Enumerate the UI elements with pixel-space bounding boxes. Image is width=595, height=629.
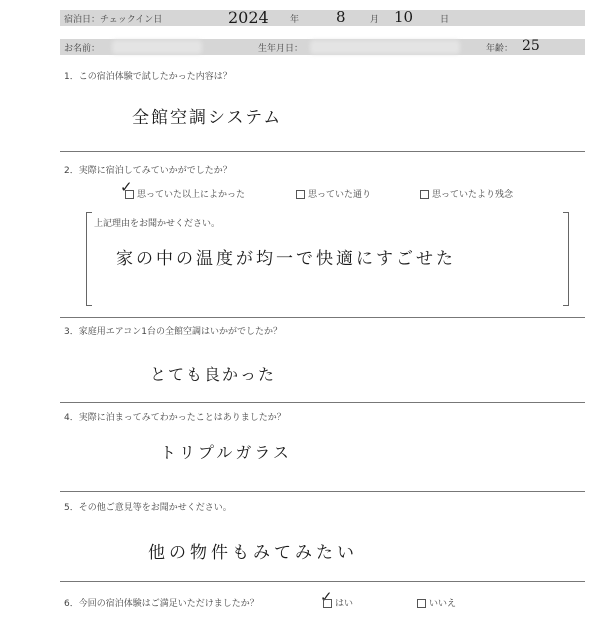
q2-option-3-checkbox[interactable] xyxy=(420,190,429,199)
q1-divider xyxy=(60,151,585,152)
q6-option-yes-checkbox[interactable] xyxy=(323,599,332,608)
reason-bracket-right xyxy=(563,212,569,306)
stay-day: 10 xyxy=(394,8,414,26)
q2-option-3[interactable] xyxy=(420,187,513,200)
q2-option-2[interactable] xyxy=(296,187,371,200)
q6-option-no[interactable] xyxy=(417,596,456,609)
q4-divider xyxy=(60,491,585,492)
q6-option-no-label: いいえ xyxy=(429,599,457,609)
q3-divider xyxy=(60,402,585,403)
checkmark-icon: ✓ xyxy=(320,588,333,606)
q5-divider xyxy=(60,581,585,582)
checkmark-icon: ✓ xyxy=(120,178,133,196)
q5-answer: 他の物件もみてみたい xyxy=(148,543,358,563)
q2-option-1[interactable] xyxy=(125,187,245,200)
name-redaction xyxy=(112,40,202,54)
stay-date-label: 宿泊日：チェックイン日 xyxy=(64,15,163,25)
q4-question: 4．実際に泊まってみてわかったことはありましたか？ xyxy=(64,413,286,423)
q2-divider xyxy=(60,317,585,318)
q6-question: 6．今回の宿泊体験はご満足いただけましたか？ xyxy=(64,599,259,609)
q1-answer: 全館空調システム xyxy=(132,108,283,128)
q2-question: 2．実際に宿泊してみていかがでしたか？ xyxy=(64,166,232,176)
age-label: 年齢： xyxy=(486,44,514,54)
q6-option-no-checkbox[interactable] xyxy=(417,599,426,608)
q6-option-yes-label: はい xyxy=(335,599,354,609)
age-value: 25 xyxy=(522,38,540,54)
q2-option-2-checkbox[interactable] xyxy=(296,190,305,199)
q2-reason-answer: 家の中の温度が均一で快適にすごせた xyxy=(116,249,456,269)
q4-answer: トリプルガラス xyxy=(160,443,292,462)
year-unit: 年 xyxy=(290,15,300,25)
q2-reason-label: 上記理由をお聞かせください。 xyxy=(94,219,221,229)
day-unit: 日 xyxy=(440,15,450,25)
name-label: お名前： xyxy=(64,44,101,54)
q5-question: 5．その他ご意見等をお聞かせください。 xyxy=(64,503,232,513)
reason-bracket-left xyxy=(86,212,92,306)
q3-answer: とても良かった xyxy=(150,365,277,384)
stay-year: 2024 xyxy=(228,8,269,27)
q6-option-yes[interactable] xyxy=(323,596,353,609)
q2-option-1-label: 思っていた以上によかった xyxy=(137,190,246,200)
q2-option-3-label: 思っていたより残念 xyxy=(432,190,514,200)
month-unit: 月 xyxy=(370,15,380,25)
q3-question: 3．家庭用エアコン1台の全館空調はいかがでしたか？ xyxy=(64,327,283,337)
stay-month: 8 xyxy=(336,8,346,26)
q2-option-2-label: 思っていた通り xyxy=(308,190,372,200)
birth-label: 生年月日： xyxy=(258,44,304,54)
q1-question: 1．この宿泊体験で試したかった内容は？ xyxy=(64,72,232,82)
birth-redaction xyxy=(310,40,460,54)
